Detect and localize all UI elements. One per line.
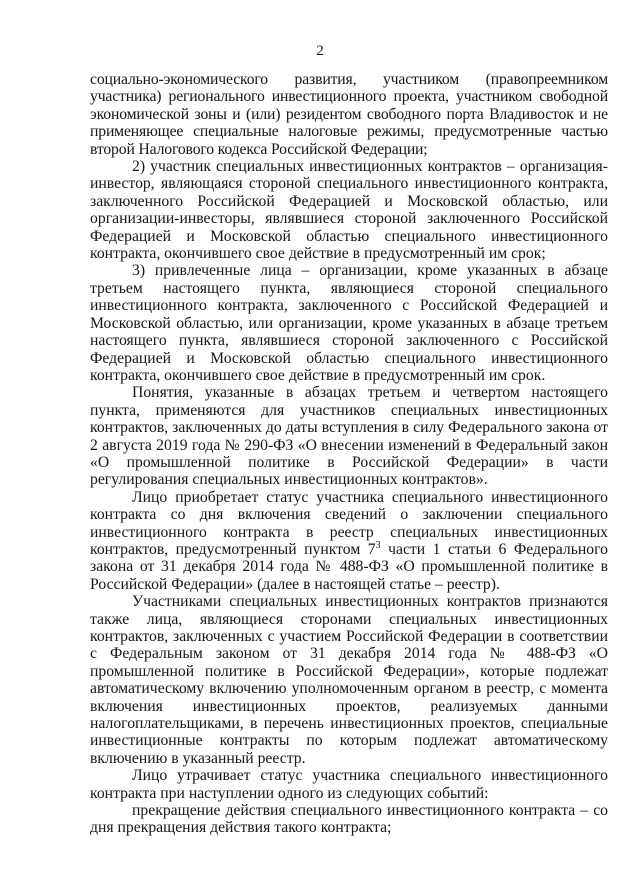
paragraph-item-2: 2) участник специальных инвестиционных контрактов – организация-инвестор, являющаяся стороной специального инвестиционного контракта, заключенного Российской Федерацией и Московской областью, или организации-инвесторы, являвшиеся стороной заключенного Российской Федерацией и Московской областью специального инвестиционного контракта, окончившего свое действие в предусмотренный им срок; bbox=[90, 158, 608, 263]
paragraph-concepts: Понятия, указанные в абзацах третьем и четвертом настоящего пункта, применяются для участников специальных инвестиционных контрактов, заключенных до даты вступления в силу Федерального закона от 2 августа 2019 года № 290-ФЗ «О внесении изменений в Федеральный закон «О промышленной политике в Российской Федерации» в части регулирования специальных инвестиционных контрактов». bbox=[90, 384, 608, 489]
superscript-number: 3 bbox=[375, 539, 381, 551]
paragraph-item-3: 3) привлеченные лица – организации, кроме указанных в абзаце третьем настоящего пункта, являющиеся стороной специального инвестиционного контракта, заключенного с Российской Федерацией и Московской областью, или организации, кроме указанных в абзаце третьем настоящего пункта, являвшиеся стороной заключенного с Российской Федерацией и Московской областью специального инвестиционного контракта, окончившего свое действие в предусмотренный им срок. bbox=[90, 262, 608, 384]
paragraph-continuation: социально-экономического развития, участником (правопреемником участника) регионального инвестиционного проекта, участником свободной экономической зоны и (или) резидентом свободного порта Владивосток и не применяющее специальные налоговые режимы, предусмотренные частью второй Налогового кодекса Российской Федерации; bbox=[90, 71, 608, 158]
page-number: 2 bbox=[316, 43, 324, 59]
paragraph-participants-recognized: Участниками специальных инвестиционных контрактов признаются также лица, являющиеся сторонами специальных инвестиционных контрактов, заключенных с участием Российской Федерации в соответствии с Федеральным законом от 31 декабря 2014 года № 488-ФЗ «О промышленной политике в Российской Федерации», которые подлежат автоматическому включению уполномоченным органом в реестр, с момента включения инвестиционных проектов, реализуемых данными налогоплательщиками, в перечень инвестиционных проектов, специальные инвестиционные контракты по которым подлежат автоматическому включению в указанный реестр. bbox=[90, 593, 608, 767]
document-body bbox=[90, 71, 608, 837]
paragraph-status-acquired bbox=[90, 489, 608, 593]
status-acquired-text-continued: части 1 статьи 6 Федерального закона от 31 декабря 2014 года № 488-ФЗ «О промышленной политике в Российской Федерации» (далее в настоящей статье – реестр). bbox=[90, 540, 609, 593]
paragraph-termination: прекращение действия специального инвестиционного контракта – со дня прекращения действия такого контракта; bbox=[90, 802, 608, 837]
paragraph-status-lost: Лицо утрачивает статус участника специального инвестиционного контракта при наступлении одного из следующих событий: bbox=[90, 767, 608, 802]
status-acquired-text: Лицо приобретает статус участника специального инвестиционного контракта со дня включения сведений о заключении специального инвестиционного контракта в реестр специальных инвестиционных контрактов, предусмотренный пунктом 7 bbox=[90, 488, 608, 558]
